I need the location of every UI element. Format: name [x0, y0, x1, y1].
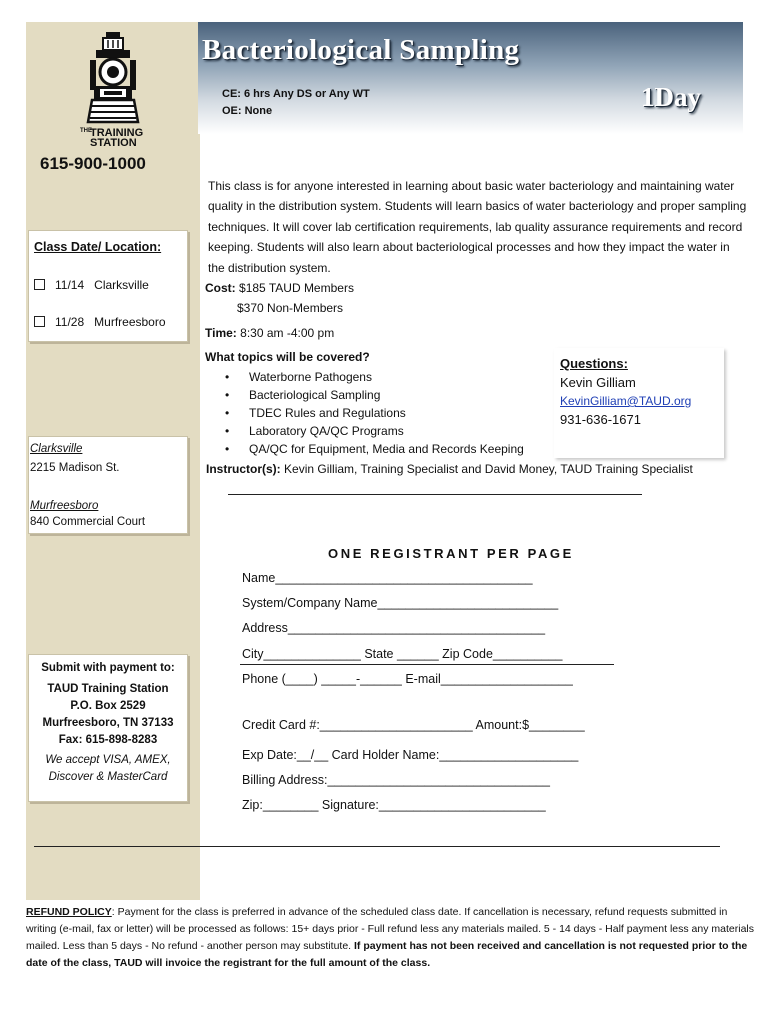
instructor-label: Instructor(s):	[206, 462, 281, 476]
checkbox-icon[interactable]	[34, 279, 45, 290]
accepted-cards-line-2: Discover & MasterCard	[48, 771, 168, 783]
phone-number: 615-900-1000	[40, 154, 146, 173]
time-label: Time:	[205, 326, 237, 340]
divider	[240, 664, 614, 665]
logo-wordmark	[80, 127, 144, 149]
refund-label: REFUND POLICY	[26, 906, 112, 918]
divider	[34, 846, 720, 847]
refund-text: : Payment for the class is preferred in advance of the scheduled class date. If cancellation is necessary, refund requests submitted in writing (e-mail, fax or letter) will be processed as follows: 15+ days prior - Full refund less any materials mailed. 5 - 14 days - Half payment less any materials mailed. Less than 5 days - No refund - another person may substitute.	[26, 906, 754, 952]
contact-phone: 931-636-1671	[560, 412, 641, 427]
submit-title: Submit with payment to:	[41, 662, 175, 674]
submit-org: TAUD Training Station	[47, 683, 169, 695]
logo-line-station: STATION	[90, 137, 137, 149]
page-title: Bacteriological Sampling	[202, 34, 520, 66]
refund-policy	[26, 904, 756, 972]
date-option-murfreesboro[interactable]	[34, 315, 166, 329]
instructor-info	[206, 462, 693, 476]
cost-non-members: $370 Non-Members	[237, 301, 344, 315]
location-city-murfreesboro: Murfreesboro	[30, 500, 99, 512]
location-city-clarksville: Clarksville	[30, 443, 83, 455]
name-field[interactable]: Name_____________________________________	[242, 571, 533, 585]
list-item: • Laboratory QA/QC Programs	[225, 422, 524, 440]
list-item: • TDEC Rules and Regulations	[225, 404, 524, 422]
class-dates-title: Class Date/ Location:	[34, 240, 162, 254]
contact-name: Kevin Gilliam	[560, 375, 636, 390]
list-item: • Bacteriological Sampling	[225, 386, 524, 404]
submit-city: Murfreesboro, TN 37133	[42, 717, 174, 729]
ce-hours: CE: 6 hrs Any DS or Any WT	[222, 88, 370, 100]
checkbox-icon[interactable]	[34, 316, 45, 327]
submit-payment-info	[30, 660, 186, 786]
submit-po: P.O. Box 2529	[70, 700, 146, 712]
location-address-clarksville: 2215 Madison St.	[30, 462, 120, 474]
logo-line-the: THE	[80, 128, 92, 134]
zip-signature-field[interactable]: Zip:________ Signature:________________________	[242, 798, 546, 812]
accepted-cards-line-1: We accept VISA, AMEX,	[45, 754, 171, 766]
date-option-clarksville[interactable]	[34, 278, 149, 292]
duration-badge: 1Day	[641, 82, 701, 112]
class-description: This class is for anyone interested in learning about basic water bacteriology and maintaining water quality in the distribution system. Students will learn basics of water bacteriology and proper sampling techniques. It will cover lab certification requirements, lab quality assurance requirements and record keeping. Students will also learn about bacteriological processes and how they impact the water in the distribution system.	[208, 179, 747, 275]
exp-date-field[interactable]: Exp Date:__/__ Card Holder Name:____________________	[242, 748, 579, 762]
credit-card-field[interactable]: Credit Card #:______________________ Amount:$________	[242, 718, 585, 732]
city-state-zip-field[interactable]: City______________ State ______ Zip Code__________	[242, 647, 563, 661]
submit-fax: Fax: 615-898-8283	[58, 734, 158, 746]
list-item: • Waterborne Pathogens	[225, 368, 524, 386]
list-item: • QA/QC for Equipment, Media and Records Keeping	[225, 440, 524, 458]
refund-bold-text: If payment has not been received and cancellation is not requested prior to the date of the class, TAUD will invoice the registrant for the full amount of the class.	[26, 940, 748, 969]
cost-label: Cost:	[205, 281, 236, 295]
registration-title: ONE REGISTRANT PER PAGE	[328, 546, 574, 561]
date-option-location: Clarksville	[94, 278, 149, 292]
divider	[228, 494, 642, 495]
questions-title: Questions:	[560, 356, 628, 371]
phone-email-field[interactable]: Phone (____) _____-______ E-mail___________________	[242, 672, 573, 686]
company-field[interactable]: System/Company Name__________________________	[242, 596, 559, 610]
cost-info	[205, 278, 354, 318]
date-option-location: Murfreesboro	[94, 315, 166, 329]
address-field[interactable]: Address_____________________________________	[242, 621, 546, 635]
logo-line-training: TRAINING	[90, 127, 144, 139]
topics-list	[225, 368, 524, 458]
instructor-value: Kevin Gilliam, Training Specialist and David Money, TAUD Training Specialist	[284, 462, 693, 476]
date-option-date: 11/14	[55, 278, 85, 292]
credit-hours	[222, 86, 370, 120]
date-option-date: 11/28	[55, 315, 85, 329]
cost-members: $185 TAUD Members	[239, 281, 354, 295]
topics-title: What topics will be covered?	[205, 350, 370, 364]
billing-address-field[interactable]: Billing Address:________________________________	[242, 773, 550, 787]
contact-email-link[interactable]: KevinGilliam@TAUD.org	[560, 394, 692, 408]
location-address-murfreesboro: 840 Commercial Court	[30, 516, 146, 528]
oe-hours: OE: None	[222, 105, 273, 117]
time-value: 8:30 am -4:00 pm	[240, 326, 335, 340]
time-info	[205, 326, 334, 340]
